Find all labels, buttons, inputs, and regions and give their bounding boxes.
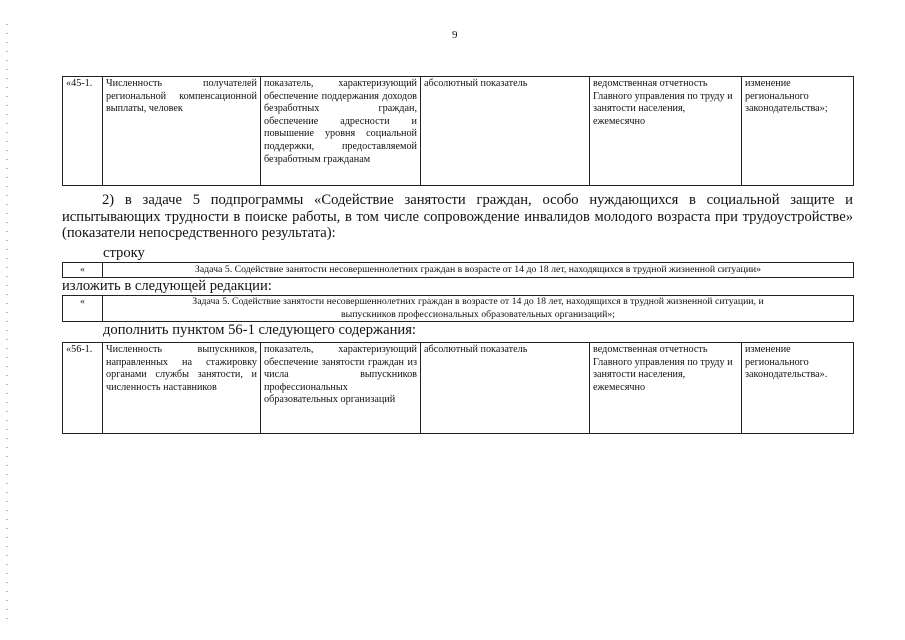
- indicator-name: Численность выпускников, направленных на стажировку органами службы занятости, и численность наставников: [103, 343, 261, 434]
- line-stroku: строку: [103, 245, 145, 261]
- indicator-source: ведомственная отчетность Главного управления по труду и занятости населения, ежемесячно: [590, 77, 742, 186]
- page-number: 9: [452, 29, 458, 41]
- quote-mark: «: [63, 263, 103, 278]
- row-number: «45-1.: [63, 77, 103, 186]
- table-row: [63, 296, 854, 322]
- table-row: [63, 77, 854, 186]
- indicator-description: показатель, характеризующий обеспечение поддержания доходов безработных граждан, обеспечение адресности и повышение уровня социальной поддержки, предоставляемой безработным гражданам: [261, 77, 421, 186]
- task-5-new-text-line2: выпускников профессиональных образовательных организаций»;: [340, 308, 615, 320]
- indicator-table-56-1: [62, 342, 854, 434]
- table-row: [63, 343, 854, 434]
- line-supplement: дополнить пунктом 56-1 следующего содержания:: [103, 322, 416, 338]
- task-5-new-text: [103, 296, 854, 322]
- indicator-table-45-1: [62, 76, 854, 186]
- task-5-old-text: Задача 5. Содействие занятости несовершеннолетних граждан в возрасте от 14 до 18 лет, находящихся в трудной жизненной ситуации»: [103, 263, 854, 278]
- paragraph-2: 2) в задаче 5 подпрограммы «Содействие занятости граждан, особо нуждающихся в социальной защите и испытывающих трудности в поиске работы, в том числе сопровождение инвалидов молодого возраста при трудоустройстве» (показатели непосредственного результата):: [62, 192, 853, 241]
- indicator-description: показатель, характеризующий обеспечение занятости граждан из числа выпускников профессиональных образовательных организаций: [261, 343, 421, 434]
- binding-margin-dots: [6, 24, 8, 624]
- task-5-new-text-line1: Задача 5. Содействие занятости несовершеннолетних граждан в возрасте от 14 до 18 лет, находящихся в трудной жизненной ситуации, и: [192, 296, 764, 307]
- quote-mark: «: [63, 296, 103, 322]
- task-5-new-table: [62, 295, 854, 322]
- task-5-old-table: [62, 262, 854, 278]
- table-row: [63, 263, 854, 278]
- line-edition: изложить в следующей редакции:: [62, 278, 272, 294]
- indicator-reason: изменение регионального законодательства».: [742, 343, 854, 434]
- indicator-name: Численность получателей региональной компенсационной выплаты, человек: [103, 77, 261, 186]
- indicator-source: ведомственная отчетность Главного управления по труду и занятости населения, ежемесячно: [590, 343, 742, 434]
- indicator-type: абсолютный показатель: [421, 343, 590, 434]
- row-number: «56-1.: [63, 343, 103, 434]
- indicator-reason: изменение регионального законодательства»;: [742, 77, 854, 186]
- indicator-type: абсолютный показатель: [421, 77, 590, 186]
